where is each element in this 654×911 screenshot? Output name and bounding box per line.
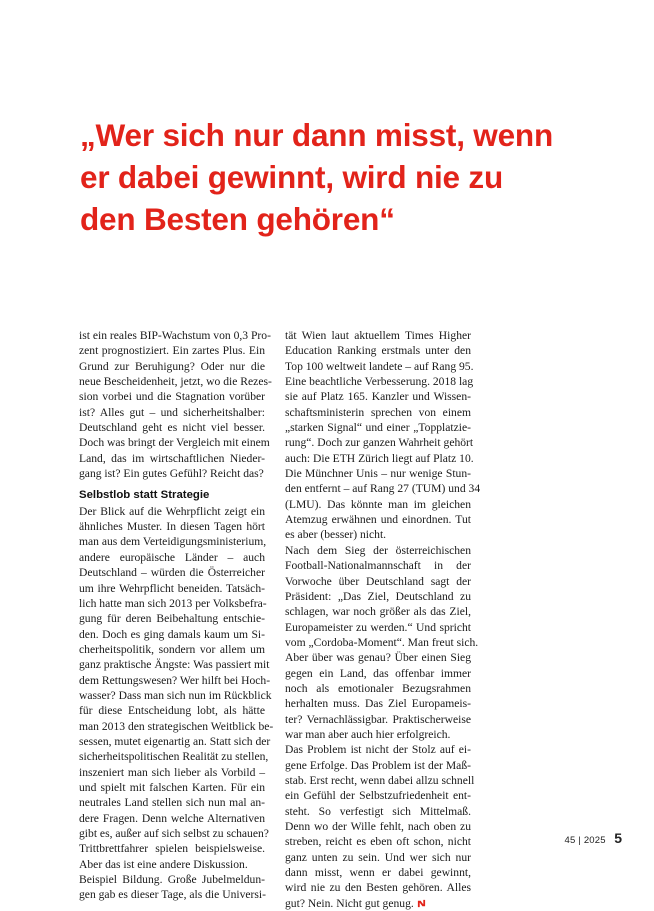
text-line: gegen ein Land, das offenbar immer bbox=[285, 666, 471, 680]
text-line: Football-Nationalmannschaft in der bbox=[285, 559, 471, 573]
text-line: ähnliches Muster. In diesen Tagen hört bbox=[79, 520, 265, 534]
text-line: dem Rettungswesen? Wer hilft bei Hoch- bbox=[79, 673, 271, 687]
text-line: Der Blick auf die Wehrpflicht zeigt ein bbox=[79, 504, 265, 518]
text-line: neutrales Land stellen sich nun mal an- bbox=[79, 796, 265, 810]
text-line: gut? Nein. Nicht gut genug. bbox=[285, 896, 471, 911]
text-line: schlagen, war noch größer als das Ziel, bbox=[285, 605, 471, 619]
text-line: Eine beachtliche Verbesserung. 2018 lag bbox=[285, 375, 474, 389]
text-line: Grund zur Beruhigung? Oder nur die bbox=[79, 359, 265, 373]
text-line: Atemzug erwähnen und einordnen. Tut bbox=[285, 513, 471, 527]
text-line: Deutschland – würden die Österreicher bbox=[79, 566, 265, 580]
text-line: Das Problem ist nicht der Stolz auf ei- bbox=[285, 743, 471, 757]
text-column-left bbox=[79, 328, 274, 903]
text-line: Top 100 weltweit landete – auf Rang 95. bbox=[285, 359, 474, 373]
news-logo-icon bbox=[417, 899, 426, 908]
headline-line: „Wer sich nur dann misst, wenn bbox=[80, 117, 554, 153]
text-line: für diese Entscheidung lobt, als hätte bbox=[79, 704, 265, 718]
text-line: man aus dem Verteidigungsministerium, bbox=[79, 535, 267, 549]
text-line: noch als emotionaler Bezugsrahmen bbox=[285, 681, 471, 695]
text-line: es aber (besser) nicht. bbox=[285, 528, 387, 542]
paragraph bbox=[79, 504, 274, 872]
text-line: war man aber auch hier erfolgreich. bbox=[285, 727, 451, 741]
text-line: steht. So verfestigt sich Mittelmaß. bbox=[285, 804, 471, 818]
text-line: vom „Cordoba-Moment“. Man freut sich. bbox=[285, 635, 479, 649]
text-line: streben, reicht es eben oft schon, nicht bbox=[285, 835, 471, 849]
text-line: dere Fragen. Denn welche Alternativen bbox=[79, 811, 265, 825]
text-line: gene Erfolge. Das Problem ist der Maß- bbox=[285, 758, 471, 772]
text-line: sion vorbei und die Stagnation vorüber bbox=[79, 390, 265, 404]
headline-line: er dabei gewinnt, wird nie zu bbox=[80, 159, 504, 195]
text-line: herhalten muss. Das Ziel Europameis- bbox=[285, 697, 471, 711]
text-line: Beispiel Bildung. Große Jubelmeldun- bbox=[79, 873, 265, 887]
text-line: Deutschland geht es nicht viel besser. bbox=[79, 421, 265, 435]
text-line: Education Ranking erstmals unter den bbox=[285, 344, 471, 358]
text-line: „starken Signal“ und einer „Topplatzie- bbox=[285, 421, 471, 435]
paragraph bbox=[79, 872, 265, 903]
text-line: auch: Die ETH Zürich liegt auf Platz 10. bbox=[285, 451, 474, 465]
text-line: gibt es, außer auf sich selbst zu schauen? bbox=[79, 827, 269, 840]
text-line: sie auf Platz 165. Kanzler und Wissen- bbox=[285, 390, 471, 404]
text-line: lich hatte man sich 2013 per Volksbefra- bbox=[79, 596, 267, 610]
text-line: tät Wien laut aktuellem Times Higher bbox=[285, 329, 471, 342]
text-line: Aber das ist eine andere Diskussion. bbox=[79, 857, 248, 871]
page-number: 5 bbox=[614, 830, 622, 846]
text-column-right bbox=[285, 328, 481, 911]
text-line: rung“. Doch zur ganzen Wahrheit gehört bbox=[285, 436, 474, 450]
issue-number: 45 | 2025 bbox=[564, 835, 606, 846]
text-line: man 2013 den strategischen Weitblick be- bbox=[79, 719, 274, 733]
text-line: Doch was bringt der Vergleich mit einem bbox=[79, 436, 270, 450]
text-line: neue Bescheidenheit, jetzt, wo die Rezes- bbox=[79, 375, 272, 389]
paragraph bbox=[285, 328, 481, 543]
text-line: sessen, mutet eigenartig an. Statt sich der bbox=[79, 734, 271, 748]
text-line: und spielt mit falschen Karten. Für ein bbox=[79, 780, 265, 794]
text-line: gen gab es dieser Tage, als die Universi- bbox=[79, 888, 266, 902]
text-line: Aber über was genau? Über einen Sieg bbox=[285, 651, 471, 665]
text-line: inszeniert man sich lieber als Vorbild – bbox=[79, 765, 265, 779]
text-line: Land, das im wirtschaftlichen Nieder- bbox=[79, 451, 265, 465]
text-line: den. Doch es ging damals kaum um Si- bbox=[79, 627, 265, 641]
text-line: zent prognostiziert. Ein zartes Plus. Ein bbox=[79, 344, 265, 358]
text-line: Denn wo der Wille fehlt, nach oben zu bbox=[285, 820, 471, 833]
text-line: ist ein reales BIP-Wachstum von 0,3 Pro- bbox=[79, 329, 271, 342]
text-line: cherheitspolitik, sondern vor allem um bbox=[79, 642, 265, 656]
text-line: ist? Alles gut – und sicherheitshalber: bbox=[79, 405, 265, 419]
text-line: Die Münchner Unis – nur wenige Stun- bbox=[285, 467, 471, 481]
paragraph bbox=[285, 742, 475, 911]
headline-line: den Besten gehören“ bbox=[80, 201, 395, 237]
text-line: stab. Erst recht, wenn dabei allzu schnell bbox=[285, 773, 475, 787]
text-line: sicherheitspolitischen Realität zu stellen, bbox=[79, 750, 269, 764]
text-line: (LMU). Das könnte man im gleichen bbox=[285, 497, 471, 511]
paragraph bbox=[285, 543, 479, 742]
text-line: ter? Vernachlässigbar. Praktischerweise bbox=[285, 712, 471, 726]
text-line: Trittbrettfahrer spielen beispielsweise. bbox=[79, 842, 265, 856]
text-line: Vorwoche über Deutschland sagt der bbox=[285, 574, 471, 588]
text-line: um ihre Wehrpflicht beneiden. Tatsäch- bbox=[79, 581, 265, 595]
spacer bbox=[79, 481, 265, 488]
text-line: wird nie zu den Besten gehören. Alles bbox=[285, 881, 471, 895]
text-line: wasser? Dass man sich nun im Rückblick bbox=[79, 688, 272, 702]
text-line: gung für deren Beibehaltung entschie- bbox=[79, 612, 265, 626]
text-line: ganz unten zu sein. Und wer sich nur bbox=[285, 850, 471, 864]
text-line: Nach dem Sieg der österreichischen bbox=[285, 543, 471, 557]
text-line: ganz praktische Ängste: Was passiert mit bbox=[79, 658, 270, 672]
text-line: andere europäische Länder – auch bbox=[79, 550, 265, 564]
section-subhead: Selbstlob statt Strategie bbox=[79, 489, 210, 502]
pull-quote-headline bbox=[80, 114, 600, 240]
page-folio bbox=[565, 830, 623, 848]
text-line: Europameister zu werden.“ Und spricht bbox=[285, 620, 471, 634]
text-line: den entfernt – auf Rang 27 (TUM) und 34 bbox=[285, 482, 481, 496]
text-line: dann misst, wenn er dabei gewinnt, bbox=[285, 866, 471, 880]
text-line: ein Gefühl der Selbstzufriedenheit ent- bbox=[285, 789, 471, 803]
text-line: gang ist? Ein gutes Gefühl? Reicht das? bbox=[79, 467, 264, 481]
text-line: Präsident: „Das Ziel, Deutschland zu bbox=[285, 589, 471, 603]
paragraph bbox=[79, 328, 272, 481]
text-line: schaftsministerin sprechen von einem bbox=[285, 405, 471, 419]
